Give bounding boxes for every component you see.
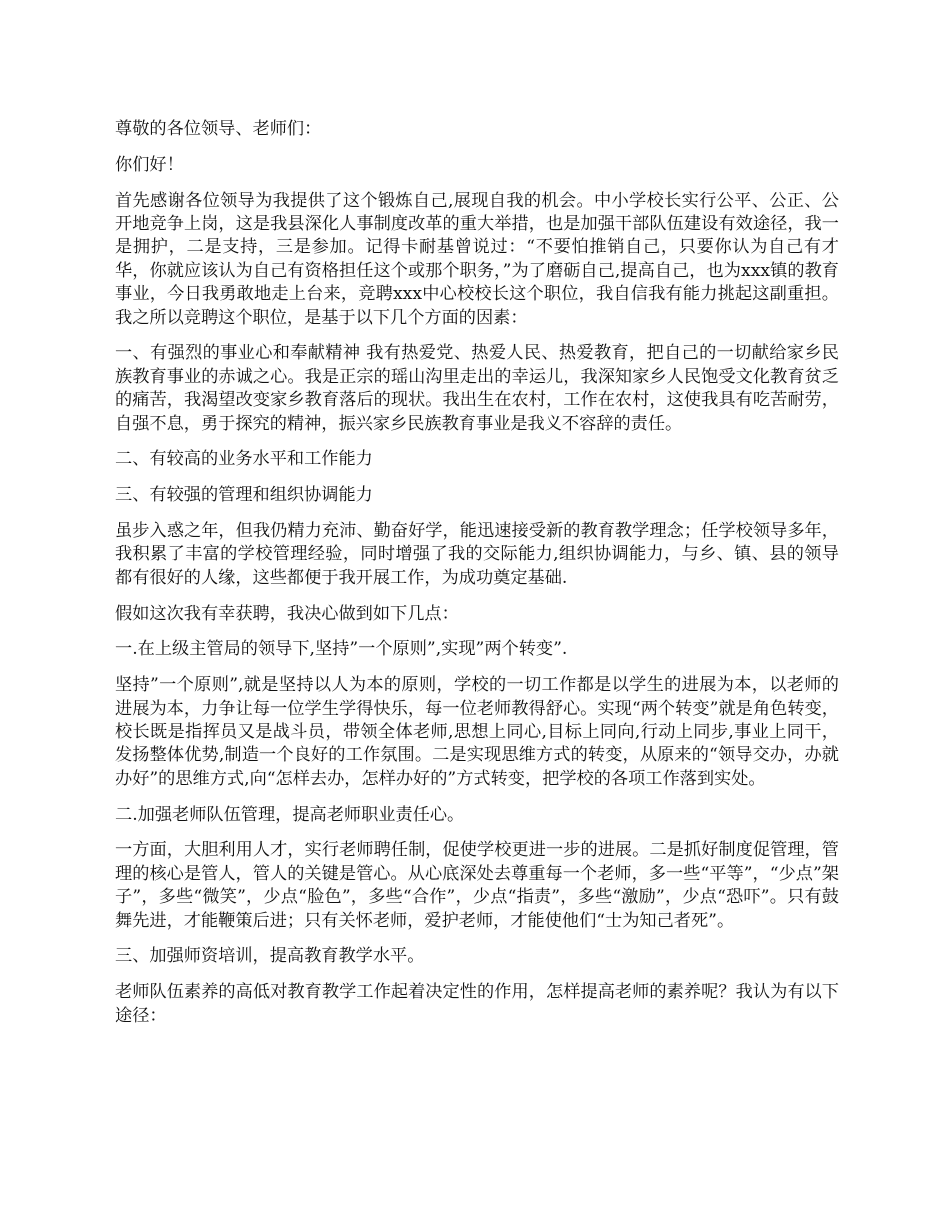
- heading-plan-1: 一.在上级主管局的领导下,坚持”一个原则”,实现”两个转变”.: [115, 639, 568, 660]
- heading-plan-2: 二.加强老师队伍管理，提高老师职业责任心。: [115, 804, 465, 825]
- document-body: [115, 118, 839, 1040]
- heading-plan-3: 三、加强师资培训，提高教育教学水平。: [115, 946, 425, 967]
- salutation: 你们好！: [115, 154, 184, 175]
- paragraph-resolution: 假如这次我有幸获聘，我决心做到如下几点：: [115, 603, 459, 624]
- paragraph-plan-1: 坚持”一个原则”,就是坚持以人为本的原则，学校的一切工作都是以学生的进展为本，以老师的进展为本，力争让每一位学生学得快乐，每一位老师教得舒心。实现“两个转变”就是角色转变，校长既是指挥员又是战斗员，带领全体老师,思想上同心,目标上同向,行动上同步,事业上同干，发扬整体优势,制造一个良好的工作氛围。二是实现思维方式的转变，从原来的“领导交办，办就办好”的思维方式,向“怎样去办，怎样办好的”方式转变，把学校的各项工作落到实处。: [115, 675, 839, 789]
- greeting: 尊敬的各位领导、老师们：: [115, 119, 322, 139]
- heading-point-2: 二、有较高的业务水平和工作能力: [115, 449, 373, 470]
- paragraph-intro: 首先感谢各位领导为我提供了这个锻炼自己,展现自我的机会。中小学校长实行公平、公正、公开地竞争上岗，这是我县深化人事制度改革的重大举措，也是加强干部队伍建设有效途径，我一是拥护，二是支持，三是参加。记得卡耐基曾说过：“不要怕推销自己，只要你认为自己有才华，你就应该认为自己有资格担任这个或那个职务，”为了磨砺自己,提高自己，也为xxx镇的教育事业，今日我勇敢地走上台来，竞聘xxx中心校校长这个职位，我自信我有能力挑起这副重担。 我之所以竞聘这个职位，是基于以下几个方面的因素：: [115, 190, 839, 328]
- paragraph-point-1: 一、有强烈的事业心和奉献精神 我有热爱党、热爱人民、热爱教育，把自己的一切献给家乡民族教育事业的赤诚之心。我是正宗的瑶山沟里走出的幸运儿，我深知家乡人民饱受文化教育贫乏的痛苦，我渴望改变家乡教育落后的现状。我出生在农村，工作在农村，这使我具有吃苦耐劳，自强不息，勇于探究的精神，振兴家乡民族教育事业是我义不容辞的责任。: [115, 343, 839, 434]
- paragraph-plan-3: 老师队伍素养的高低对教育教学工作起着决定性的作用，怎样提高老师的素养呢？我认为有以下途径：: [115, 982, 839, 1026]
- heading-point-3: 三、有较强的管理和组织协调能力: [115, 485, 373, 506]
- paragraph-point-3: 虽步入惑之年，但我仍精力充沛、勤奋好学，能迅速接受新的教育教学理念；任学校领导多年，我积累了丰富的学校管理经验，同时增强了我的交际能力,组织协调能力，与乡、镇、县的领导都有很好的人缘，这些都便于我开展工作，为成功奠定基础.: [115, 521, 839, 588]
- paragraph-plan-2: 一方面，大胆利用人才，实行老师聘任制，促使学校更进一步的进展。二是抓好制度促管理，管理的核心是管人，管人的关键是管心。从心底深处去尊重每一个老师，多一些“平等”，“少点”架子”，多些“微笑”，少点“脸色”，多些“合作”，少点“指责”，多些“激励”，少点“恐吓”。只有鼓舞先进，才能鞭策后进；只有关怀老师，爱护老师，才能使他们“士为知己者死”。: [115, 840, 839, 931]
